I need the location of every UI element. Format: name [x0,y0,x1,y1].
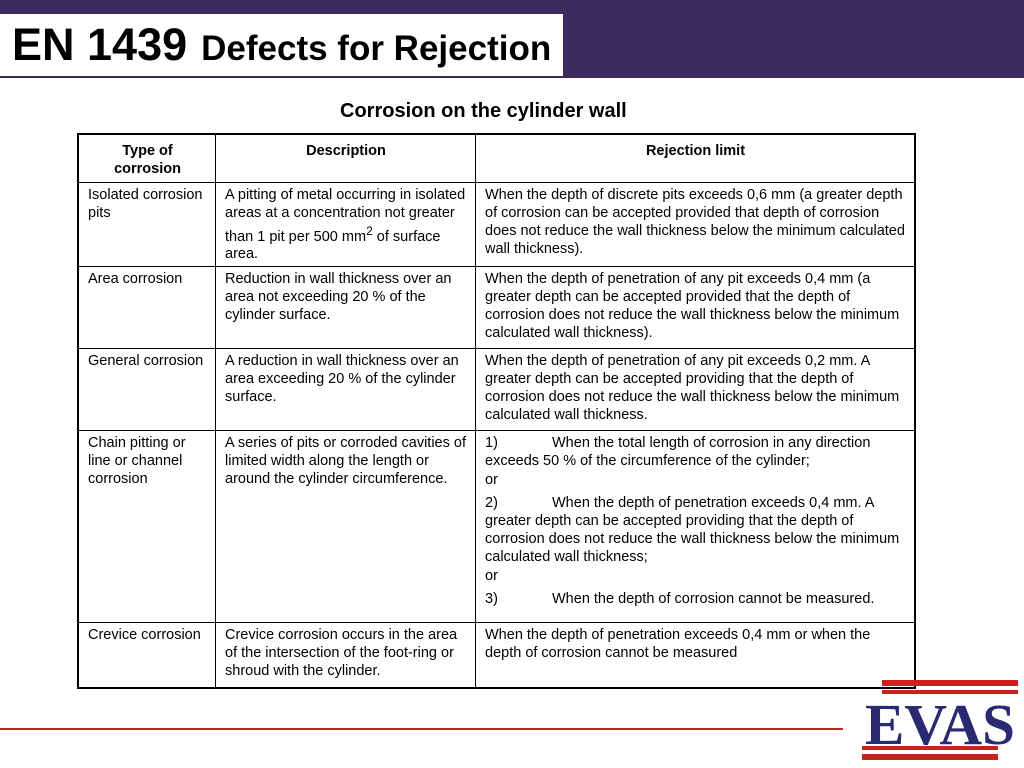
table-caption: Corrosion on the cylinder wall [340,100,627,122]
item-text-first: When the depth of penetration exceeds 0,4 mm. A [552,495,874,512]
page-title [0,14,563,76]
cell-rejection-limit: When the depth of discrete pits exceeds 0,6 mm (a greater depth of corrosion can be accepted provided that depth of corrosion does not reduce the wall thickness below the minimum calculated wall thickness). [476,182,916,267]
cell-description: A reduction in wall thickness over an area exceeding 20 % of the cylinder surface. [216,349,476,431]
table-row [78,623,915,688]
limit-item-1 [485,434,906,470]
title-standard: EN 1439 [12,19,188,70]
table-header-row [78,134,915,182]
cell-type: Chain pitting or line or channel corrosion [78,431,216,623]
table-row [78,267,915,349]
limit-item-3 [485,590,906,608]
description-text: A pitting of metal occurring in isolated areas at a concentration not greater than 1 pit per 500 mm [225,186,466,245]
table-row [78,182,915,267]
item-number: 1) [485,435,498,452]
cell-rejection-limit: When the depth of penetration of any pit exceeds 0,2 mm. A greater depth can be accepted providing that the depth of corrosion does not reduce the wall thickness below the minimum calculated wall thickness. [476,349,916,431]
or-separator: or [485,472,498,489]
item-text-first: When the depth of corrosion cannot be measured. [552,591,875,608]
cell-rejection-limit [476,431,916,623]
table-row [78,349,915,431]
table-row [78,431,915,623]
cell-type: Crevice corrosion [78,623,216,688]
item-text-rest: exceeds 50 % of the circumference of the cylinder; [485,453,810,470]
item-number: 3) [485,591,498,608]
title-topic: Defects for Rejection [201,29,552,68]
cell-type: Area corrosion [78,267,216,349]
cell-description: Crevice corrosion occurs in the area of the intersection of the foot-ring or shroud with the cylinder. [216,623,476,688]
rejection-table [77,133,916,689]
column-header-description: Description [216,134,476,182]
cell-type: General corrosion [78,349,216,431]
logo-text: EVAS [865,692,1015,757]
cell-type: Isolated corrosion pits [78,182,216,267]
cell-description: Reduction in wall thickness over an area not exceeding 20 % of the cylinder surface. [216,267,476,349]
column-header-rejection-limit: Rejection limit [476,134,916,182]
item-number: 2) [485,495,498,512]
cell-description: A series of pits or corroded cavities of limited width along the length or around the cylinder circumference. [216,431,476,623]
cell-rejection-limit: When the depth of penetration of any pit exceeds 0,4 mm (a greater depth can be accepted provided that the depth of corrosion does not reduce the wall thickness below the minimum calculated wall thickness). [476,267,916,349]
item-text-first: When the total length of corrosion in any direction [552,435,871,452]
footer-rule [0,728,843,730]
evas-logo [862,678,1018,762]
column-header-type: Type of corrosion [78,134,216,182]
cell-description [216,182,476,267]
or-separator: or [485,568,498,585]
item-text-rest: greater depth can be accepted providing that the depth of corrosion does not reduce the wall thickness below the minimum calculated wall thickness; [485,513,900,566]
cell-rejection-limit: When the depth of penetration exceeds 0,4 mm or when the depth of corrosion cannot be measured [476,623,916,688]
description-text-end: of surface area. [225,228,441,263]
superscript-2: 2 [366,223,373,238]
limit-item-2 [485,494,906,566]
